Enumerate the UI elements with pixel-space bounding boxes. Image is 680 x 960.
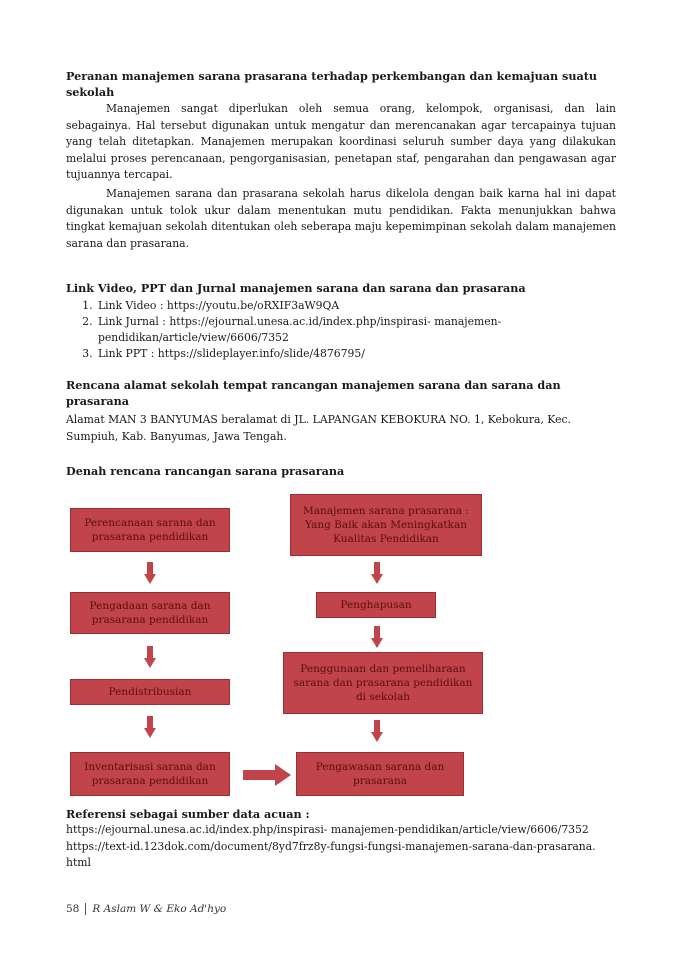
section-heading-references: Referensi sebagai sumber data acuan : xyxy=(66,807,310,821)
school-address: Alamat MAN 3 BANYUMAS beralamat di JL. LAPANGAN KEBOKURA NO. 1, Kebokura, Kec. Sumpiuh, Kab. Banyumas, Jawa Tengah. xyxy=(66,413,571,443)
box-inventarisasi: Inventarisasi sarana dan prasarana pendidikan xyxy=(70,752,230,796)
box-pendistribusian: Pendistribusian xyxy=(70,679,230,705)
section-heading-address: Rencana alamat sekolah tempat rancangan manajemen sarana dan sarana dan prasarana xyxy=(66,378,561,408)
paragraph-facilities: Manajemen sarana dan prasarana sekolah harus dikelola dengan baik karna hal ini dapat digunakan untuk tolok ukur dalam menentukan mutu pendidikan. Fakta menunjukkan bahwa tingkat kemajuan sekolah ditentukan oleh seberapa maju kepemimpinan sekolah dalam manajemen sarana dan prasarana. xyxy=(66,187,616,250)
link-list xyxy=(66,298,636,362)
arrow-down-icon xyxy=(371,626,383,648)
arrow-down-icon xyxy=(371,720,383,742)
arrow-down-icon xyxy=(144,562,156,584)
link-ppt[interactable]: 3. Link PPT : https://slideplayer.info/slide/4876795/ xyxy=(96,346,636,362)
box-manajemen-kualitas: Manajemen sarana prasarana : Yang Baik akan Meningkatkan Kualitas Pendidikan xyxy=(290,494,482,556)
arrow-down-icon xyxy=(144,646,156,668)
box-penghapusan: Penghapusan xyxy=(316,592,436,618)
section-heading-links: Link Video, PPT dan Jurnal manajemen sarana dan sarana dan prasarana xyxy=(66,281,526,295)
box-pengadaan: Pengadaan sarana dan prasarana pendidikan xyxy=(70,592,230,634)
page-footer xyxy=(66,903,226,915)
link-journal[interactable]: 2. Link Jurnal : https://ejournal.unesa.ac.id/index.php/inspirasi- manajemen-pendidikan/article/view/6606/7352 xyxy=(96,314,636,346)
references-text[interactable]: https://ejournal.unesa.ac.id/index.php/inspirasi- manajemen-pendidikan/article/view/6606/7352 https://text-id.123dok.com/document/8yd7frz8y-fungsi-fungsi-manajemen-sarana-dan-prasarana.html xyxy=(66,823,596,870)
box-pengawasan: Pengawasan sarana dan prasarana xyxy=(296,752,464,796)
arrow-down-icon xyxy=(371,562,383,584)
arrow-down-icon xyxy=(144,716,156,738)
arrow-right-icon xyxy=(243,764,291,786)
footer-divider xyxy=(85,903,86,915)
footer-author: R Aslam W & Eko Ad'hyo xyxy=(92,903,227,915)
paragraph-management: Manajemen sangat diperlukan oleh semua orang, kelompok, organisasi, dan lain sebagainya. Hal tersebut digunakan untuk mengatur dan merencanakan agar tercapainya tujuan yang telah ditetapkan. Manajemen merupakan koordinasi seluruh sumber daya yang dilakukan melalui proses perencanaan, pengorganisasian, penetapan staf, pengarahan dan pengawasan agar tujuannya tercapai. xyxy=(66,102,616,182)
box-penggunaan: Penggunaan dan pemeliharaan sarana dan prasarana pendidikan di sekolah xyxy=(283,652,483,714)
page-number: 58 xyxy=(66,903,80,915)
link-video[interactable]: 1. Link Video : https://youtu.be/oRXIF3aW9QA xyxy=(96,298,636,314)
section-heading-plan: Denah rencana rancangan sarana prasarana xyxy=(66,464,345,478)
box-perencanaan: Perencanaan sarana dan prasarana pendidikan xyxy=(70,508,230,552)
section-heading-role: Peranan manajemen sarana prasarana terhadap perkembangan dan kemajuan suatu sekolah xyxy=(66,69,598,99)
